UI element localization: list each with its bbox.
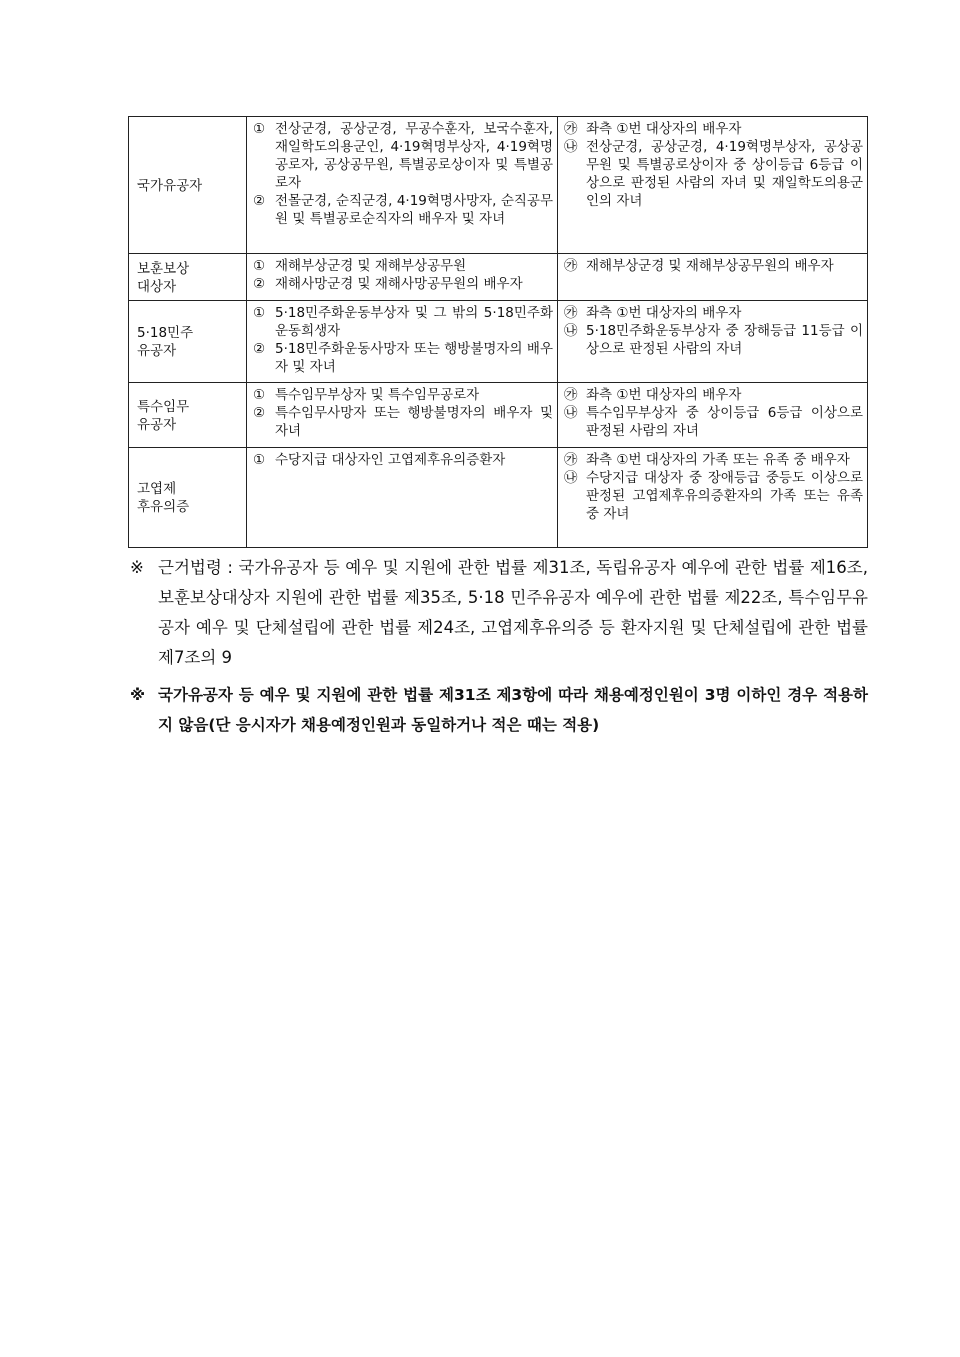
family-cell — [558, 301, 868, 383]
exception-note — [130, 680, 868, 740]
list-item: ㉯ 특수임무부상자 중 상이등급 6등급 이상으로 판정된 사람의 자녀 — [564, 405, 863, 439]
category-cell: 보훈보상 대상자 — [129, 254, 247, 301]
note-text: 근거법령 : 국가유공자 등 예우 및 지원에 관한 법률 제31조, 독립유공자 예우에 관한 법률 제16조, 보훈보상대상자 지원에 관한 법률 제35조, 5·18 민주유공자 예우에 관한 법률 제22조, 특수임무유공자 예우 및 단체설립에 관한 법률 제24조, 고엽제후유의증 등 환자지원 및 단체설립에 관한 법률 제7조의 9 — [158, 558, 868, 667]
note-text: 국가유공자 등 예우 및 지원에 관한 법률 제31조 제3항에 따라 채용예정인원이 3명 이하인 경우 적용하지 않음(단 응시자가 채용예정인원과 동일하거나 적은 때는 적용) — [158, 686, 868, 734]
table-row — [129, 383, 868, 448]
table-row — [129, 117, 868, 254]
list-item: ① 재해부상군경 및 재해부상공무원 — [253, 258, 467, 274]
list-item: ㉮ 좌측 ①번 대상자의 배우자 — [564, 387, 742, 403]
list-item: ㉯ 5·18민주화운동부상자 중 장해등급 11등급 이상으로 판정된 사람의 자녀 — [564, 323, 863, 357]
list-item: ① 특수임무부상자 및 특수임무공로자 — [253, 387, 480, 403]
list-item: ㉮ 재해부상군경 및 재해부상공무원의 배우자 — [564, 258, 834, 274]
eligible-cell — [247, 117, 558, 254]
category-cell: 5·18민주 유공자 — [129, 301, 247, 383]
list-item: ㉮ 좌측 ①번 대상자의 가족 또는 유족 중 배우자 — [564, 452, 850, 468]
family-cell — [558, 383, 868, 448]
list-item: ② 5·18민주화운동사망자 또는 행방불명자의 배우자 및 자녀 — [253, 341, 553, 375]
category-cell: 특수임무 유공자 — [129, 383, 247, 448]
eligible-cell — [247, 448, 558, 548]
eligible-cell — [247, 254, 558, 301]
eligible-cell — [247, 383, 558, 448]
table-row — [129, 301, 868, 383]
list-item: ② 재해사망군경 및 재해사망공무원의 배우자 — [253, 276, 523, 292]
eligible-cell — [247, 301, 558, 383]
family-cell — [558, 117, 868, 254]
list-item: ㉮ 좌측 ①번 대상자의 배우자 — [564, 305, 742, 321]
reference-mark: ※ — [130, 686, 146, 704]
list-item: ① 수당지급 대상자인 고엽제후유의증환자 — [253, 452, 506, 468]
family-cell — [558, 254, 868, 301]
category-cell: 고엽제 후유의증 — [129, 448, 247, 548]
list-item: ㉯ 수당지급 대상자 중 장애등급 중등도 이상으로 판정된 고엽제후유의증환자의 가족 또는 유족 중 자녀 — [564, 470, 863, 522]
list-item: ② 특수임무사망자 또는 행방불명자의 배우자 및 자녀 — [253, 405, 553, 439]
list-item: ① 전상군경, 공상군경, 무공수훈자, 보국수훈자, 재일학도의용군인, 4·19혁명부상자, 4·19혁명공로자, 공상공무원, 특별공로상이자 및 특별공로자 — [253, 121, 553, 191]
family-cell — [558, 448, 868, 548]
table-row — [129, 254, 868, 301]
list-item: ㉯ 전상군경, 공상군경, 4·19혁명부상자, 공상공무원 및 특별공로상이자 중 상이등급 6등급 이상으로 판정된 사람의 자녀 및 재일학도의용군인의 자녀 — [564, 139, 863, 209]
reference-mark: ※ — [130, 558, 144, 577]
table-row — [129, 448, 868, 548]
category-cell: 국가유공자 — [129, 117, 247, 254]
list-item: ② 전몰군경, 순직군경, 4·19혁명사망자, 순직공무원 및 특별공로순직자의 배우자 및 자녀 — [253, 193, 553, 227]
list-item: ㉮ 좌측 ①번 대상자의 배우자 — [564, 121, 742, 137]
eligibility-table — [128, 116, 868, 548]
list-item: ① 5·18민주화운동부상자 및 그 밖의 5·18민주화운동희생자 — [253, 305, 553, 339]
legal-basis-note — [130, 553, 868, 673]
